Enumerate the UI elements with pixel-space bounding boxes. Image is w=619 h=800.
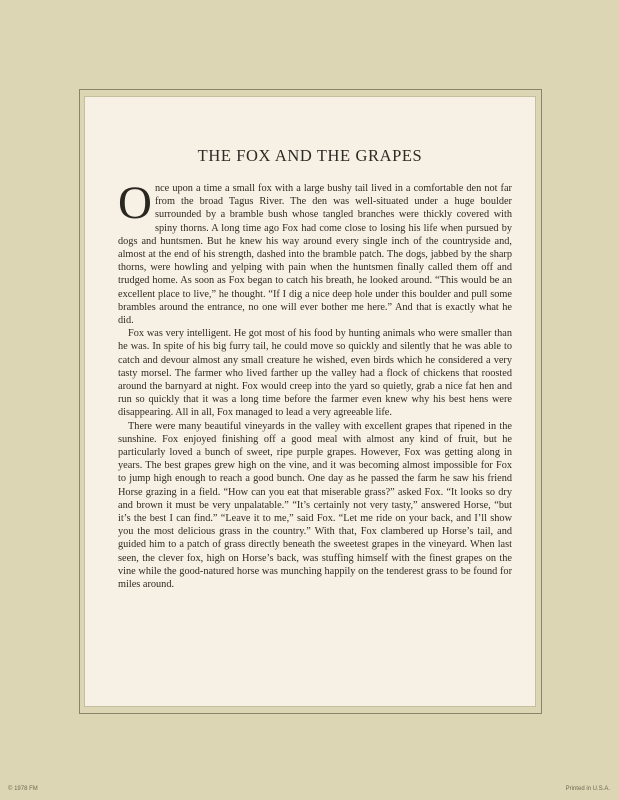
paragraph-2: Fox was very intelligent. He got most of his food by hunting animals who were smaller than he was. In spite of his big furry tail, he could move so quickly and silently that he was able to catch and devour almost any small creature he wished, even birds which he considered a very tasty morsel. The farmer who lived farther up the valley had a flock of chickens that roosted around the barnyard at night. Fox would creep into the yard so quietly, grab a nice fat hen and run so quickly that it was a long time before the farmer even knew why his best hens were disappearing. All in all, Fox managed to lead a very agreeable life. bbox=[118, 328, 512, 419]
drop-cap: O bbox=[118, 177, 152, 229]
paragraph-1-text: nce upon a time a small fox with a large bushy tail lived in a comfortable den not far from the broad Tagus River. The den was well-situated under a huge boulder surrounded by a bramble bush whose tangled branches were thickly covered with spiny thorns. A long time ago Fox had come close to losing his life when pursued by dogs and huntsmen. But he knew his way around every single inch of the countryside and, almost at the end of his strength, dashed into the bramble patch. The dogs, jabbed by the sharp thorns, were howling and yelping with pain when the huntsmen finally called them off and trudged home. As soon as Fox began to catch his breath, he looked around. “This would be an excellent place to live,” he thought. “If I dig a nice deep hole under this boulder and pull some brambles around the entrance, no one will ever bother me here.” And that is exactly what he did. bbox=[118, 183, 512, 327]
printed-in-notice: Printed in U.S.A. bbox=[565, 786, 610, 792]
story-page bbox=[84, 96, 536, 707]
story-body bbox=[118, 177, 512, 591]
copyright-notice: © 1978 FM bbox=[8, 786, 38, 792]
story-title: THE FOX AND THE GRAPES bbox=[197, 146, 423, 165]
paragraph-1 bbox=[118, 177, 512, 327]
paragraph-3: There were many beautiful vineyards in the valley with excellent grapes that ripened in the sunshine. Fox enjoyed finishing off a good meal with almost any kind of fruit, but he particularly loved a bunch of sweet, ripe purple grapes. However, Fox was getting along in years. The best grapes grew high on the vine, and it was becoming almost impossible for Fox to jump high enough to reach a good bunch. One day as he passed the farm he saw his friend Horse grazing in a field. “How can you eat that miserable grass?” asked Fox. “It looks so dry and brown it must be very unpalatable.” “It’s certainly not very tasty,” answered Horse, “but it’s the best I can find.” “Leave it to me,” said Fox. “Let me ride on your back, and I’ll show you the most delicious grass in the country.” With that, Fox clambered up Horse’s tail, and guided him to a patch of grass directly beneath the sweetest grapes in the vineyard. When last seen, the clever fox, high on Horse’s back, was stuffing himself with the finest grapes on the vine while the good-natured horse was munching happily on the tenderest grass to be found for miles around. bbox=[118, 420, 512, 591]
